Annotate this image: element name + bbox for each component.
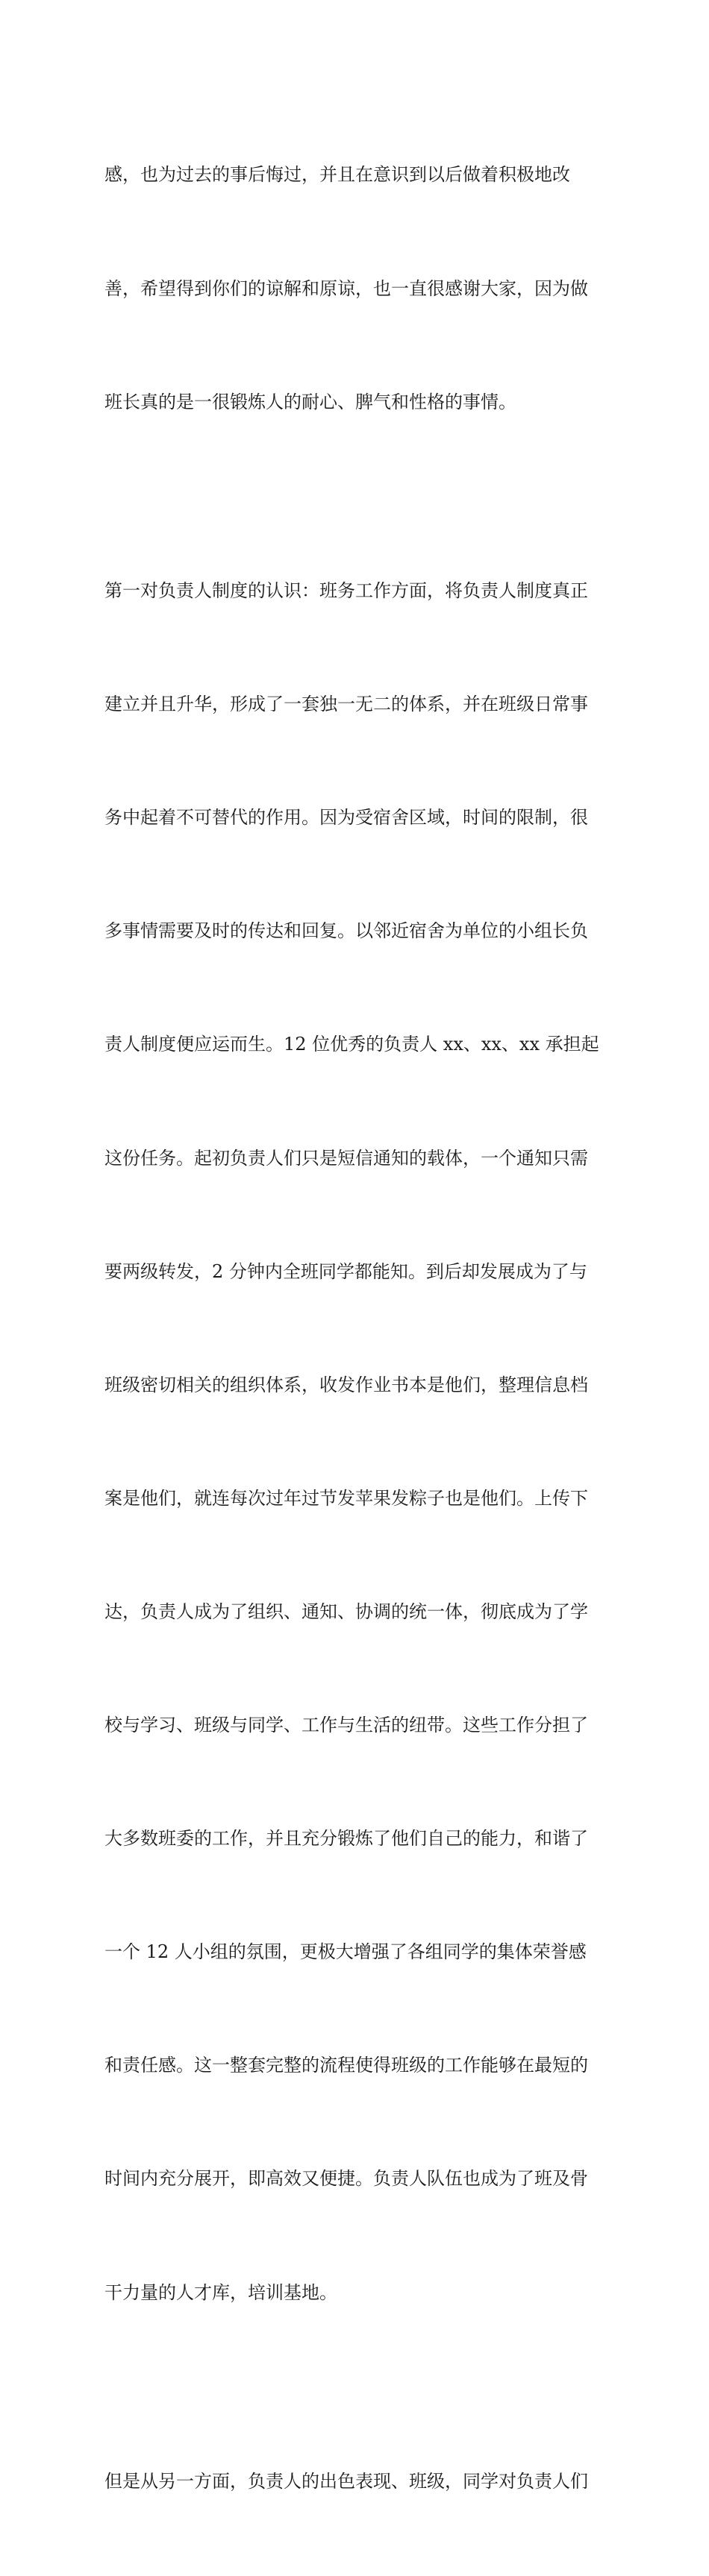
text-line: 要两级转发，2 分钟内全班同学都能知。到后却发展成为了与 [104, 1260, 587, 1282]
text-line: 建立并且升华，形成了一套独一无二的体系，并在班级日常事 [104, 694, 588, 715]
text-line: 第一对负责人制度的认识：班务工作方面，将负责人制度真正 [104, 580, 588, 602]
text-line: 校与学习、班级与同学、工作与生活的纽带。这些工作分担了 [104, 1715, 588, 1736]
text-line: 大多数班委的工作，并且充分锻炼了他们自己的能力，和谐了 [104, 1828, 588, 1850]
text-line: 但是从另一方面，负责人的出色表现、班级，同学对负责人们 [104, 2471, 588, 2492]
text-line: 这份任务。起初负责人们只是短信通知的载体，一个通知只需 [104, 1147, 588, 1169]
text-line: 案是他们，就连每次过年过节发苹果发粽子也是他们。上传下 [104, 1487, 588, 1509]
text-line: 务中起着不可替代的作用。因为受宿舍区域，时间的限制，很 [104, 807, 588, 829]
text-line: 善，希望得到你们的谅解和原谅，也一直很感谢大家，因为做 [104, 277, 588, 299]
document-body [104, 81, 612, 2576]
text-line: 多事情需要及时的传达和回复。以邻近宿舍为单位的小组长负 [104, 920, 588, 942]
text-line: 班长真的是一很锻炼人的耐心、脾气和性格的事情。 [104, 391, 516, 412]
text-line: 和责任感。这一整套完整的流程使得班级的工作能够在最短的 [104, 2055, 588, 2076]
text-line: 责人制度便应运而生。12 位优秀的负责人 xx、xx、xx 承担起 [104, 1034, 599, 1055]
text-line: 达，负责人成为了组织、通知、协调的统一体，彻底成为了学 [104, 1600, 588, 1622]
text-line: 感，也为过去的事后悔过，并且在意识到以后做着积极地改 [104, 164, 570, 186]
paragraph-2 [104, 497, 612, 2387]
paragraph-3 [104, 2387, 612, 2576]
text-line: 班级密切相关的组织体系，收发作业书本是他们，整理信息档 [104, 1374, 588, 1395]
text-line: 时间内充分展开，即高效又便捷。负责人队伍也成为了班及骨 [104, 2168, 588, 2190]
paragraph-1 [104, 81, 612, 497]
text-line: 干力量的人才库，培训基地。 [104, 2281, 337, 2303]
text-line: 一个 12 人小组的氛围，更极大增强了各组同学的集体荣誉感 [104, 1941, 587, 1963]
